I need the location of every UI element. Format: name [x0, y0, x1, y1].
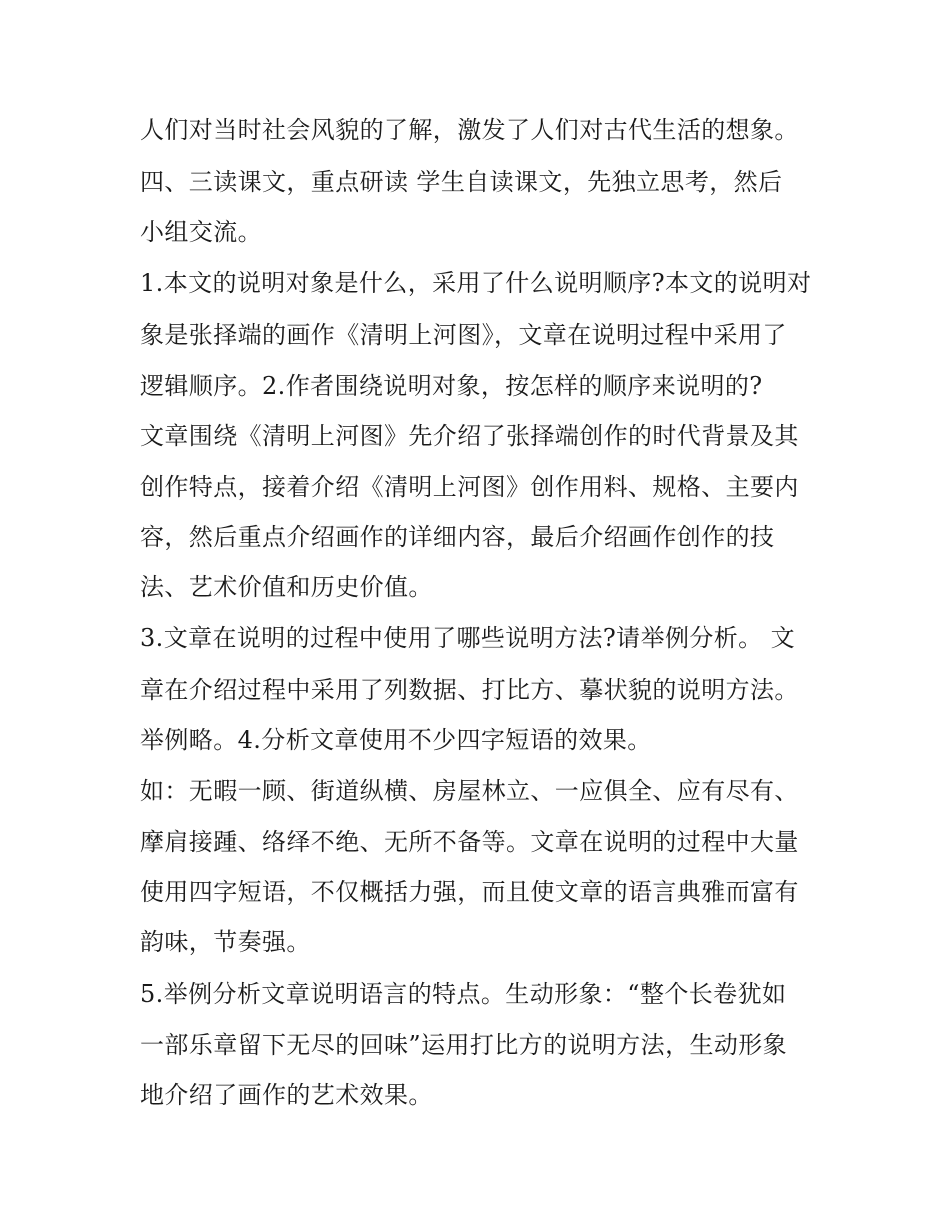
text-line: 四、三读课文，重点研读 学生自读课文，先独立思考，然后 — [140, 168, 783, 196]
text-line: 创作特点，接着介绍《清明上河图》创作用料、规格、主要内 — [140, 473, 799, 501]
text-line: 文章围绕《清明上河图》先介绍了张择端创作的时代背景及其 — [140, 422, 799, 450]
text-line: 法、艺术价值和历史价值。 — [140, 573, 433, 601]
text-line: 小组交流。 — [140, 218, 262, 246]
text-line: 3.文章在说明的过程中使用了哪些说明方法?请举例分析。 文 — [140, 624, 795, 652]
text-line: 章在介绍过程中采用了列数据、打比方、摹状貌的说明方法。 — [140, 676, 799, 704]
text-line: 如：无暇一顾、街道纵横、房屋林立、一应俱全、应有尽有、 — [140, 777, 799, 805]
text-line: 容，然后重点介绍画作的详细内容，最后介绍画作创作的技 — [140, 523, 775, 551]
text-line: 韵味，节奏强。 — [140, 928, 311, 956]
text-line: 逻辑顺序。2.作者围绕说明对象，按怎样的顺序来说明的? — [140, 372, 763, 400]
text-line: 人们对当时社会风貌的了解，激发了人们对古代生活的想象。 — [140, 116, 799, 144]
text-line: 5.举例分析文章说明语言的特点。生动形象：“整个长卷犹如 — [140, 980, 787, 1008]
text-line: 摩肩接踵、络绎不绝、无所不备等。文章在说明的过程中大量 — [140, 828, 799, 856]
text-line: 象是张择端的画作《清明上河图》，文章在说明过程中采用了 — [140, 321, 787, 349]
text-line: 1.本文的说明对象是什么，采用了什么说明顺序?本文的说明对 — [140, 269, 812, 297]
text-line: 举例略。4.分析文章使用不少四字短语的效果。 — [140, 726, 652, 754]
text-line: 一部乐章留下无尽的回味”运用打比方的说明方法，生动形象 — [140, 1031, 788, 1059]
text-line: 使用四字短语，不仅概括力强，而且使文章的语言典雅而富有 — [140, 878, 799, 906]
text-line: 地介绍了画作的艺术效果。 — [140, 1081, 433, 1109]
